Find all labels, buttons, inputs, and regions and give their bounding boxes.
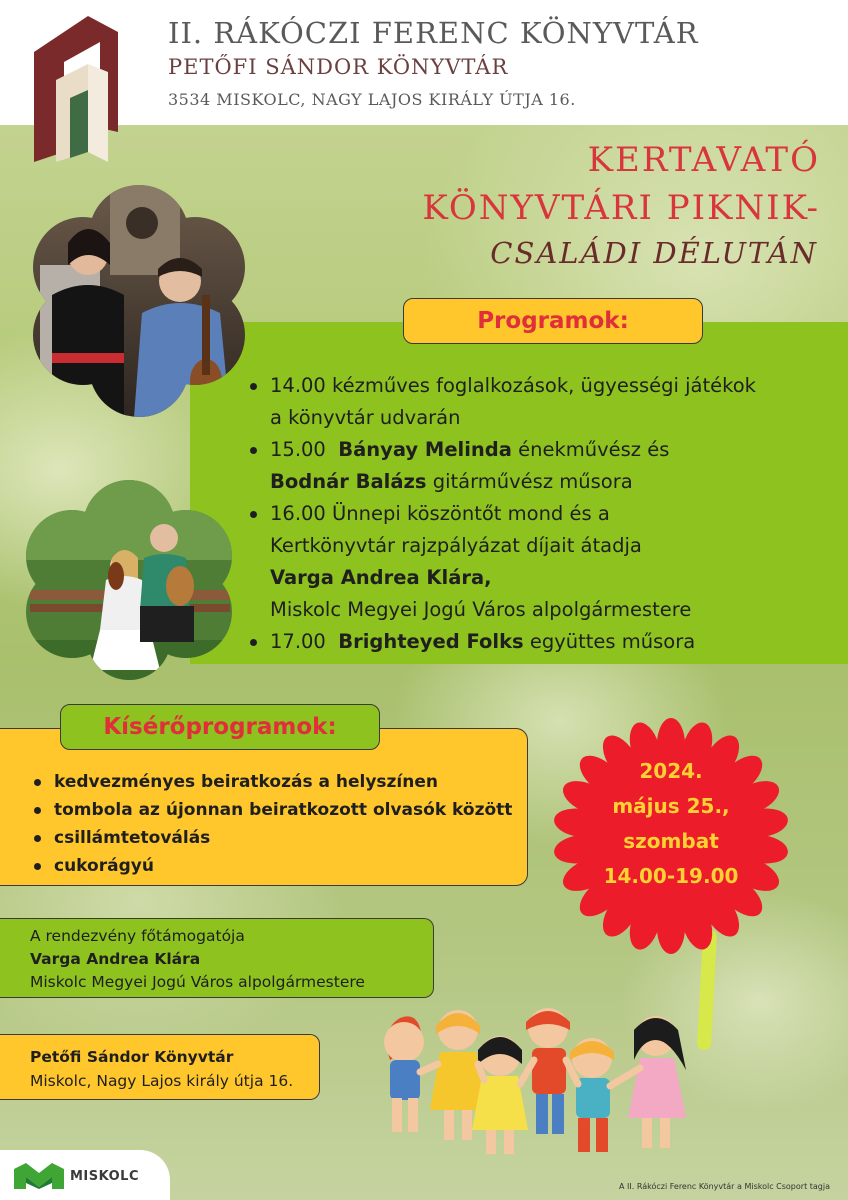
program-time: 15.00 [270,438,326,461]
event-subtitle: CSALÁDI DÉLUTÁN [490,236,818,270]
programs-heading: Programok: [403,298,703,344]
list-item: cukorágyú [32,852,532,880]
program-time: 16.00 [270,502,326,525]
venue-box [0,1034,320,1100]
list-item [248,434,848,498]
performer-name: Bodnár Balázs [270,470,427,493]
program-list [248,370,848,658]
program-text: énekművész és [511,438,670,461]
sponsor-box [0,918,434,998]
footer-note: A II. Rákóczi Ferenc Könyvtár a Miskolc Csoport tagja [619,1182,830,1191]
sponsor-title: Miskolc Megyei Jogú Város alpolgármestere [30,973,365,991]
program-text: kézműves foglalkozások, ügyességi játékok [325,374,756,397]
program-text: együttes műsora [523,630,696,653]
list-item: csillámtetoválás [32,824,532,852]
miskolc-logo-icon [14,1163,64,1189]
side-programs-heading: Kísérőprogramok: [60,704,380,750]
program-text: gitárművész műsora [426,470,633,493]
program-text: Ünnepi köszöntőt mond és a [325,502,610,525]
performer-name: Brighteyed Folks [338,630,524,653]
side-program-list [32,768,532,880]
library-address: 3534 MISKOLC, NAGY LAJOS KIRÁLY ÚTJA 16. [168,90,576,109]
miskolc-brand: MISKOLC [70,1169,140,1184]
list-item [248,498,848,626]
speaker-name: Varga Andrea Klára, [270,566,492,589]
library-logo-icon [26,12,126,164]
library-name: II. RÁKÓCZI FERENC KÖNYVTÁR [168,16,699,50]
event-hours: 14.00-19.00 [603,864,739,888]
event-weekday: szombat [623,829,719,853]
venue-address: Miskolc, Nagy Lajos király útja 16. [30,1072,294,1090]
musicians-photo [20,480,238,680]
program-text: Miskolc Megyei Jogú Város alpolgármestere [270,598,692,621]
program-time: 14.00 [270,374,326,397]
list-item: tombola az újonnan beiratkozott olvasók között [32,796,532,824]
branch-name: PETŐFI SÁNDOR KÖNYVTÁR [168,55,509,79]
event-day: május 25., [612,794,730,818]
list-item [248,626,848,658]
program-time: 17.00 [270,630,326,653]
program-text: Kertkönyvtár rajzpályázat díjait átadja [270,534,642,557]
venue-name: Petőfi Sándor Könyvtár [30,1048,234,1066]
event-date [560,754,782,894]
list-item: kedvezményes beiratkozás a helyszínen [32,768,532,796]
event-year: 2024. [639,759,703,783]
children-dancing-illustration [360,1000,702,1162]
event-title-line1: KERTAVATÓ [587,140,820,180]
performers-photo [30,185,248,417]
program-text: a könyvtár udvarán [270,406,461,429]
performer-name: Bányay Melinda [338,438,512,461]
sponsor-intro: A rendezvény főtámogatója [30,927,245,945]
list-item [248,370,848,434]
event-title-line2: KÖNYVTÁRI PIKNIK- [422,188,820,228]
sponsor-name: Varga Andrea Klára [30,950,201,968]
